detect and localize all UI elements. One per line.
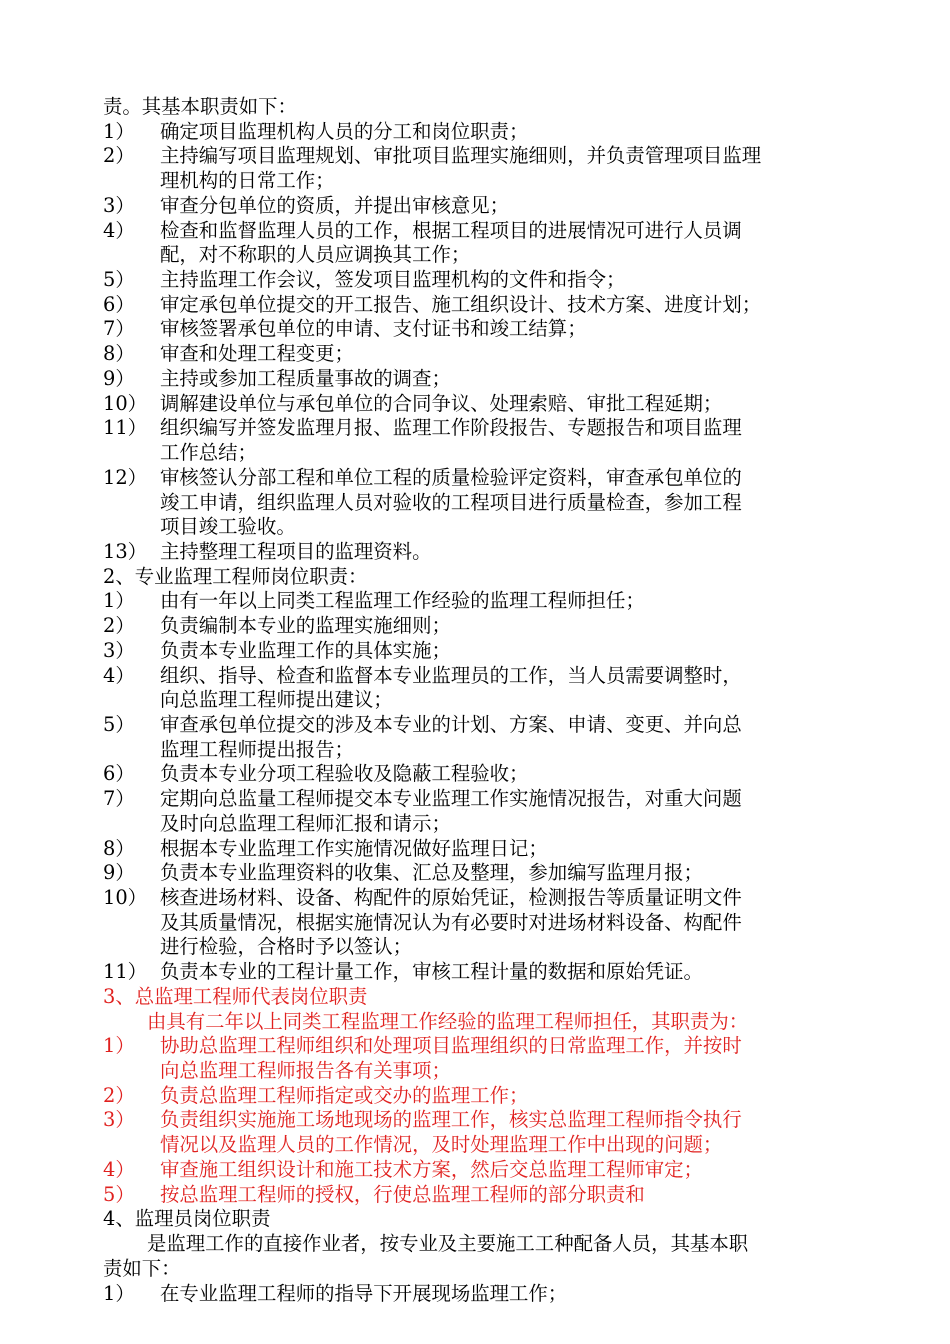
deputy-duty-item-3 <box>103 1108 853 1133</box>
specialist-duty-item-3 <box>103 639 853 664</box>
chief-duty-item-10 <box>103 392 853 417</box>
deputy-duty-item-2 <box>103 1084 853 1109</box>
item-number: 6） <box>103 762 135 786</box>
section3-heading-text: 3、总监理工程师代表岗位职责 <box>103 984 368 1008</box>
item-number: 6） <box>103 292 135 316</box>
item-text: 审定承包单位提交的开工报告、施工组织设计、技术方案、进度计划； <box>160 292 762 316</box>
item-text: 主持或参加工程质量事故的调查； <box>160 366 451 390</box>
item-number: 8） <box>103 342 135 366</box>
deputy-duty-item-1 <box>103 1034 853 1059</box>
specialist-duty-item-2 <box>103 614 853 639</box>
item-text: 进行检验，合格时予以签认； <box>160 935 413 959</box>
chief-duty-item-4 <box>103 219 853 244</box>
item-text: 定期向总监量工程师提交本专业监理工作实施情况报告，对重大问题 <box>160 787 742 811</box>
item-text: 负责编制本专业的监理实施细则； <box>160 614 451 638</box>
item-text: 组织编写并签发监理月报、监理工作阶段报告、专题报告和项目监理 <box>160 416 742 440</box>
section4-intro-line-1-text: 是监理工作的直接作业者，按专业及主要施工工种配备人员，其基本职 <box>147 1232 749 1256</box>
item-text: 负责本专业监理资料的收集、汇总及整理，参加编写监理月报； <box>160 861 703 885</box>
item-text: 核查进场材料、设备、构配件的原始凭证，检测报告等质量证明文件 <box>160 886 742 909</box>
item-number: 5） <box>103 712 135 736</box>
item-number: 9） <box>103 861 135 885</box>
specialist-duty-item-8 <box>103 837 853 862</box>
item-number: 3） <box>103 1108 135 1132</box>
specialist-duty-item-9 <box>103 861 853 886</box>
deputy-duty-item-4 <box>103 1158 853 1183</box>
item-text: 确定项目监理机构人员的分工和岗位职责； <box>160 119 529 143</box>
item-number: 13） <box>103 539 148 563</box>
item-number: 1） <box>103 589 135 613</box>
chief-duty-item-2 <box>103 144 853 169</box>
item-number: 4） <box>103 663 135 687</box>
item-text: 主持监理工作会议，签发项目监理机构的文件和指令； <box>160 268 626 292</box>
deputy-duty-item-3-cont-1 <box>103 1133 853 1158</box>
specialist-duty-item-7-cont-1 <box>103 812 853 837</box>
deputy-duty-item-5 <box>103 1183 853 1208</box>
item-number: 1） <box>103 1281 135 1305</box>
section2-heading <box>103 565 853 590</box>
specialist-duty-item-7 <box>103 787 853 812</box>
item-text: 审查和处理工程变更； <box>160 342 354 366</box>
section4-intro-line-1 <box>103 1232 853 1257</box>
item-text: 审查承包单位提交的涉及本专业的计划、方案、申请、变更、并向总 <box>160 712 742 736</box>
section4-heading-text: 4、监理员岗位职责 <box>103 1207 271 1231</box>
specialist-duty-item-4-cont-1 <box>103 688 853 713</box>
item-text: 协助总监理工程师组织和处理项目监理组织的日常监理工作，并按时 <box>160 1034 742 1058</box>
item-text: 及其质量情况，根据实施情况认为有必要时对进场材料设备、构配件 <box>160 910 742 934</box>
specialist-duty-item-10-cont-2 <box>103 935 853 960</box>
item-number: 12） <box>103 465 148 489</box>
item-number: 1） <box>103 1034 135 1058</box>
item-text: 项目竣工验收。 <box>160 515 296 539</box>
specialist-duty-item-10-cont-1 <box>103 911 853 936</box>
item-text: 负责组织实施施工场地现场的监理工作，核实总监理工程师指令执行 <box>160 1108 742 1132</box>
item-text: 组织、指导、检查和监督本专业监理员的工作，当人员需要调整时， <box>160 663 742 687</box>
item-number: 2） <box>103 144 135 168</box>
specialist-duty-item-4 <box>103 664 853 689</box>
item-text: 主持编写项目监理规划、审批项目监理实施细则，并负责管理项目监理 <box>160 144 762 168</box>
item-number: 7） <box>103 317 135 341</box>
chief-duty-item-8 <box>103 342 853 367</box>
item-number: 3） <box>103 638 135 662</box>
item-text: 主持整理工程项目的监理资料。 <box>160 539 432 563</box>
item-number: 5） <box>103 268 135 292</box>
item-text: 审核签署承包单位的申请、支付证书和竣工结算； <box>160 317 587 341</box>
item-text: 审核签认分部工程和单位工程的质量检验评定资料，审查承包单位的 <box>160 465 742 489</box>
item-text: 负责本专业的工程计量工作，审核工程计量的数据和原始凭证。 <box>160 960 703 984</box>
item-text: 及时向总监理工程师汇报和请示； <box>160 811 451 835</box>
item-text: 配，对不称职的人员应调换其工作； <box>160 243 471 267</box>
item-number: 2） <box>103 614 135 638</box>
item-text: 向总监理工程师报告各有关事项； <box>160 1059 451 1083</box>
intro-tail <box>103 95 853 120</box>
chief-duty-item-2-cont-1 <box>103 169 853 194</box>
chief-duty-item-9 <box>103 367 853 392</box>
chief-duty-item-3 <box>103 194 853 219</box>
specialist-duty-item-1 <box>103 589 853 614</box>
item-number: 7） <box>103 787 135 811</box>
section2-heading-text: 2、专业监理工程师岗位职责： <box>103 564 368 588</box>
chief-duty-item-7 <box>103 317 853 342</box>
item-text: 在专业监理工程师的指导下开展现场监理工作； <box>160 1281 568 1305</box>
item-text: 工作总结； <box>160 441 257 465</box>
section3-intro <box>103 1010 853 1035</box>
deputy-duty-item-1-cont-1 <box>103 1059 853 1084</box>
specialist-duty-item-6 <box>103 762 853 787</box>
item-number: 2） <box>103 1083 135 1107</box>
item-text: 情况以及监理人员的工作情况，及时处理监理工作中出现的问题； <box>160 1133 723 1157</box>
specialist-duty-item-11 <box>103 960 853 985</box>
specialist-duty-item-10 <box>103 886 853 911</box>
item-text: 调解建设单位与承包单位的合同争议、处理索赔、审批工程延期； <box>160 391 723 415</box>
section4-heading <box>103 1207 853 1232</box>
chief-duty-item-11-cont-1 <box>103 441 853 466</box>
item-number: 1） <box>103 119 135 143</box>
item-text: 审查施工组织设计和施工技术方案，然后交总监理工程师审定； <box>160 1157 703 1181</box>
item-number: 4） <box>103 218 135 242</box>
item-number: 3） <box>103 193 135 217</box>
item-text: 向总监理工程师提出建议； <box>160 688 393 712</box>
section3-heading <box>103 985 853 1010</box>
item-number: 4） <box>103 1157 135 1181</box>
chief-duty-item-12-cont-2 <box>103 515 853 540</box>
item-number: 11） <box>103 960 148 984</box>
item-number: 9） <box>103 366 135 390</box>
specialist-duty-item-5 <box>103 713 853 738</box>
document-body <box>103 95 853 1306</box>
chief-duty-item-4-cont-1 <box>103 243 853 268</box>
chief-duty-item-1 <box>103 120 853 145</box>
item-text: 监理工程师提出报告； <box>160 737 354 761</box>
item-number: 10） <box>103 391 148 415</box>
inspector-duty-item-1 <box>103 1282 853 1307</box>
section4-intro-line-2-text: 责如下： <box>103 1256 181 1280</box>
chief-duty-item-5 <box>103 268 853 293</box>
item-text: 负责本专业分项工程验收及隐蔽工程验收； <box>160 762 529 786</box>
chief-duty-item-12 <box>103 466 853 491</box>
item-text: 负责总监理工程师指定或交办的监理工作； <box>160 1083 529 1107</box>
item-text: 检查和监督监理人员的工作，根据工程项目的进展情况可进行人员调 <box>160 218 742 242</box>
chief-duty-item-6 <box>103 293 853 318</box>
chief-duty-item-13 <box>103 540 853 565</box>
intro-tail-text: 责。其基本职责如下： <box>103 95 297 118</box>
item-text: 审查分包单位的资质，并提出审核意见； <box>160 193 510 217</box>
item-number: 11） <box>103 416 148 440</box>
specialist-duty-item-5-cont-1 <box>103 738 853 763</box>
section3-intro-text: 由具有二年以上同类工程监理工作经验的监理工程师担任，其职责为： <box>147 1009 749 1033</box>
item-number: 10） <box>103 886 148 909</box>
item-text: 根据本专业监理工作实施情况做好监理日记； <box>160 836 548 860</box>
item-text: 理机构的日常工作； <box>160 169 335 193</box>
chief-duty-item-12-cont-1 <box>103 491 853 516</box>
item-text: 负责本专业监理工作的具体实施； <box>160 638 451 662</box>
item-number: 8） <box>103 836 135 860</box>
item-text: 按总监理工程师的授权，行使总监理工程师的部分职责和 <box>160 1182 645 1206</box>
chief-duty-item-11 <box>103 416 853 441</box>
item-number: 5） <box>103 1182 135 1206</box>
item-text: 竣工申请，组织监理人员对验收的工程项目进行质量检查，参加工程 <box>160 490 742 514</box>
section4-intro-line-2 <box>103 1257 853 1282</box>
item-text: 由有一年以上同类工程监理工作经验的监理工程师担任； <box>160 589 645 613</box>
